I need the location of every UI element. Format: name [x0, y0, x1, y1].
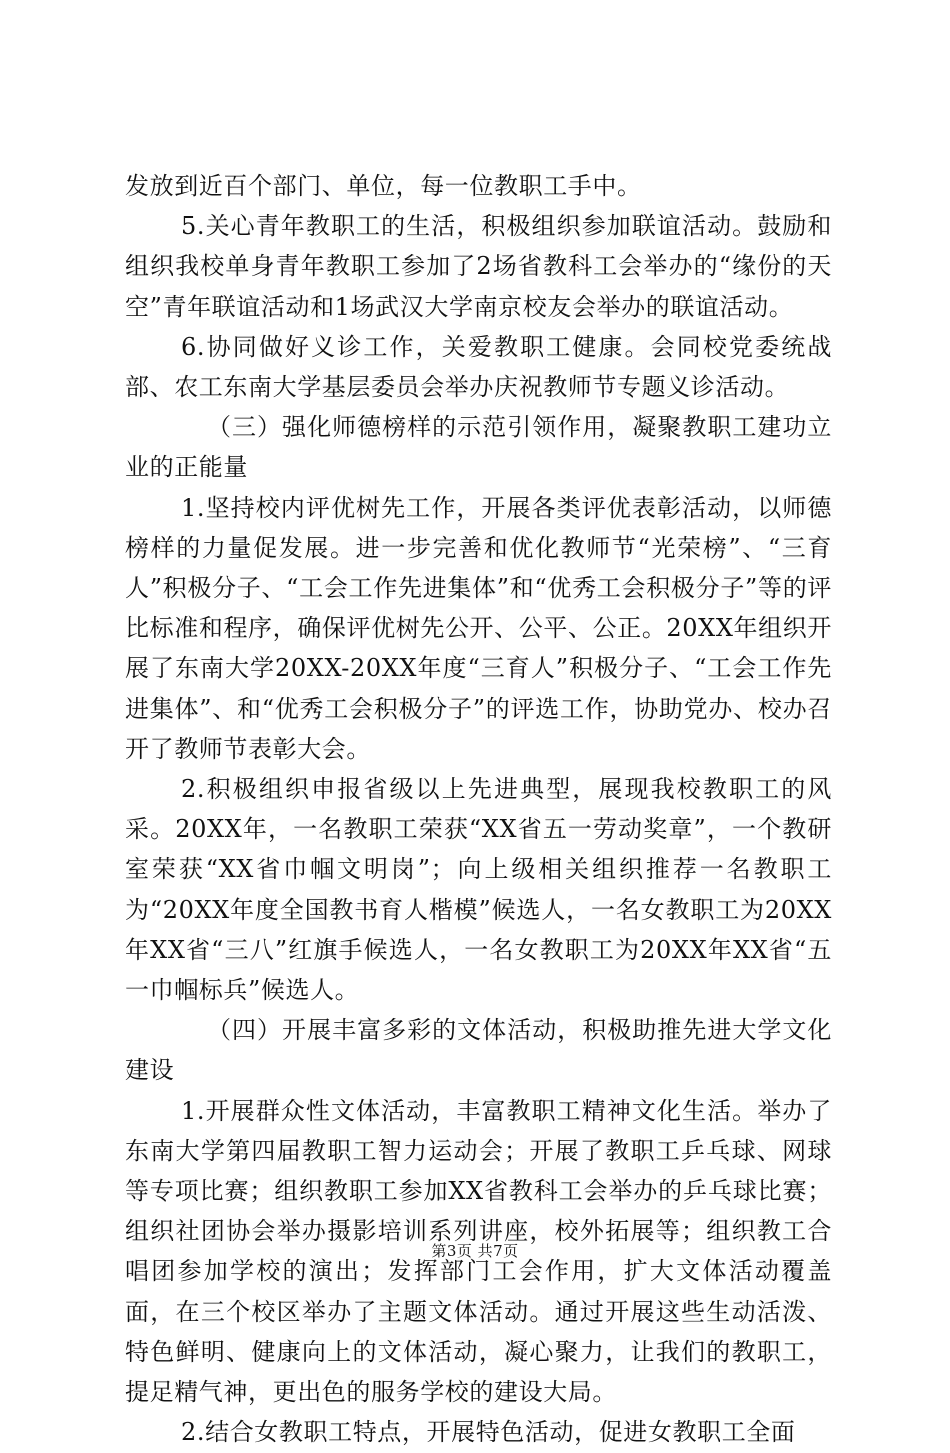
- paragraph-item-1: 1.坚持校内评优树先工作，开展各类评优表彰活动，以师德榜样的力量促发展。进一步完善和优化教师节“光荣榜”、“三育人”积极分子、“工会工作先进集体”和“优秀工会积极分子”等的评比标准和程序，确保评优树先公开、公平、公正。20XX年组织开展了东南大学20XX-20XX年度“三育人”积极分子、“工会工作先进集体”、和“优秀工会积极分子”的评选工作，协助党办、校办召开了教师节表彰大会。: [125, 493, 832, 763]
- section-heading-4: （四）开展丰富多彩的文体活动，积极助推先进大学文化建设: [125, 1016, 832, 1085]
- paragraph-item-1-activities: 1.开展群众性文体活动，丰富教职工精神文化生活。举办了东南大学第四届教职工智力运动会；开展了教职工乒乓球、网球等专项比赛；组织教职工参加XX省教科工会举办的乒乓球比赛；组织社团协会举办摄影培训系列讲座，校外拓展等；组织教工合唱团参加学校的演出；发挥部门工会作用，扩大文体活动覆盖面，在三个校区举办了主题文体活动。通过开展这些生动活泼、特色鲜明、健康向上的文体活动，凝心聚力，让我们的教职工，提足精气神，更出色的服务学校的建设大局。: [125, 1096, 832, 1407]
- paragraph-item-5: 5.关心青年教职工的生活，积极组织参加联谊活动。鼓励和组织我校单身青年教职工参加了2场省教科工会举办的“缘份的天空”青年联谊活动和1场武汉大学南京校友会举办的联谊活动。: [125, 212, 832, 321]
- paragraph-item-2: 2.积极组织申报省级以上先进典型，展现我校教职工的风采。20XX年，一名教职工荣获“XX省五一劳动奖章”，一个教研室荣获“XX省巾帼文明岗”；向上级相关组织推荐一名教职工为“20XX年度全国教书育人楷模”候选人，一名女教职工为20XX年XX省“三八”红旗手候选人，一名女教职工为20XX年XX省“五一巾帼标兵”候选人。: [125, 775, 832, 1005]
- paragraph-continuation: 发放到近百个部门、单位，每一位教职工手中。: [125, 172, 642, 200]
- page-number-footer: 第3页 共7页: [431, 1242, 519, 1260]
- paragraph-item-2-women: 2.结合女教职工特点，开展特色活动，促进女教职工全面: [181, 1418, 796, 1447]
- paragraph-item-6: 6.协同做好义诊工作，关爱教职工健康。会同校党委统战部、农工东南大学基层委员会举办庆祝教师节专题义诊活动。: [125, 332, 832, 402]
- section-heading-3: （三）强化师德榜样的示范引领作用，凝聚教职工建功立业的正能量: [125, 413, 832, 482]
